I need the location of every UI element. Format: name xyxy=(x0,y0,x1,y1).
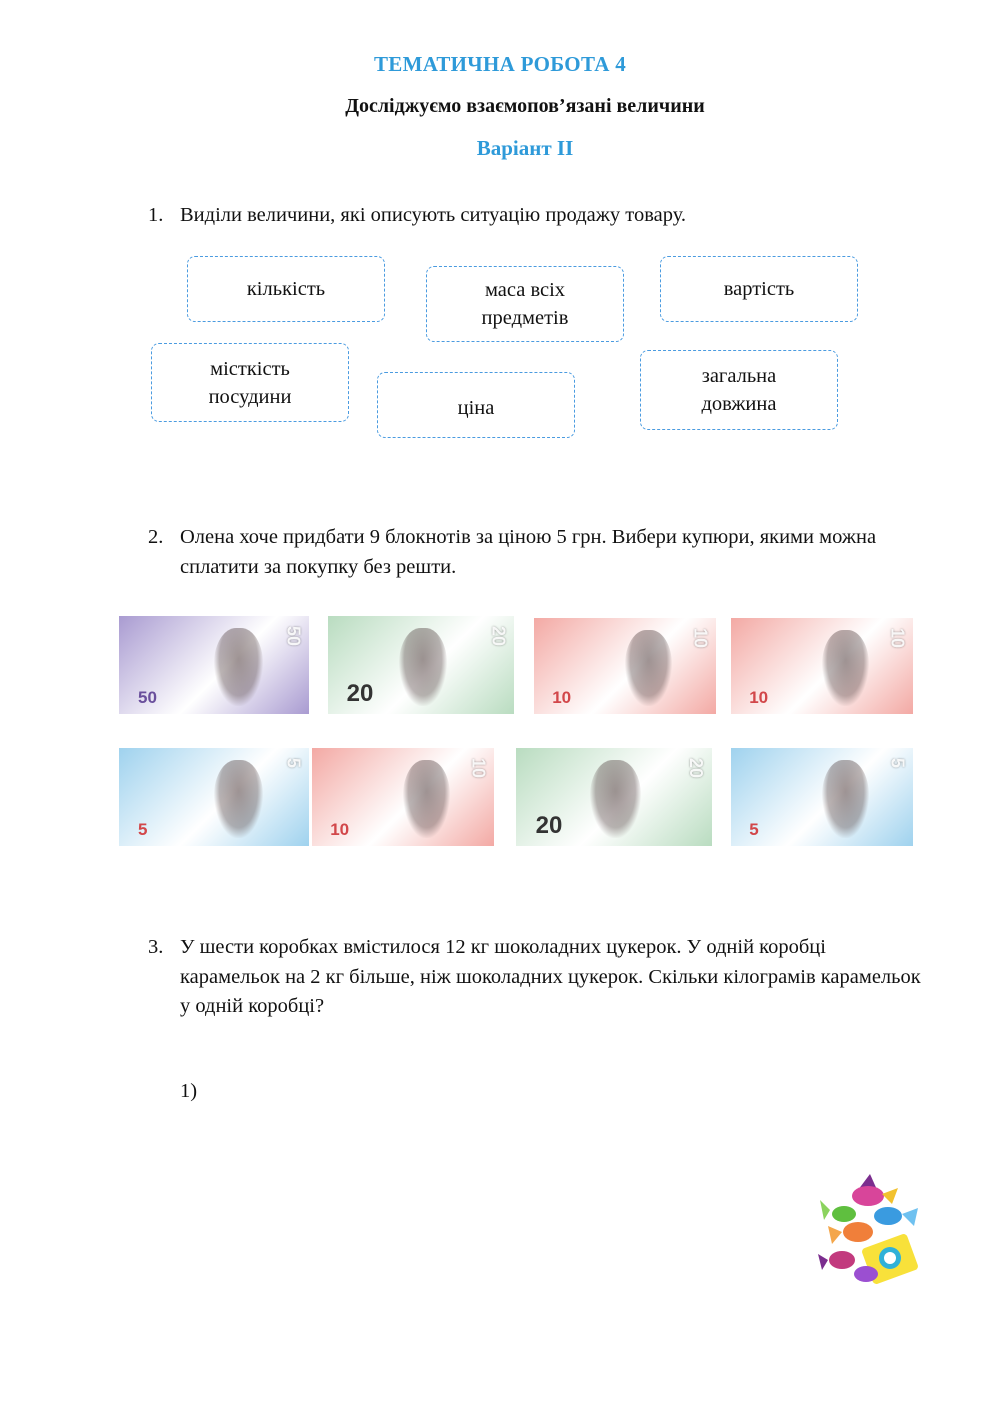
banknote-portrait xyxy=(625,630,672,707)
task-3-number: 3. xyxy=(148,936,164,958)
option-vessel-capacity[interactable] xyxy=(151,343,349,422)
banknote-10-uah[interactable] xyxy=(534,618,716,714)
banknote-20-uah[interactable] xyxy=(516,748,712,846)
option-label: ціна xyxy=(457,397,495,419)
worksheet-subtitle: Досліджуємо взаємопов’язані величини xyxy=(345,95,705,117)
task-3 xyxy=(148,933,928,1022)
task-2-number: 2. xyxy=(148,526,164,548)
banknote-side-denomination: 10 xyxy=(887,627,908,648)
banknote-5-uah[interactable] xyxy=(119,748,309,846)
option-label: маса всіх предметів xyxy=(481,279,569,329)
banknote-portrait xyxy=(822,630,869,707)
banknote-side-denomination: 50 xyxy=(283,625,304,646)
banknote-side-denomination: 10 xyxy=(468,757,489,778)
banknote-side-denomination: 5 xyxy=(283,757,304,768)
candy-pile-illustration xyxy=(818,1170,924,1292)
task-1-text: Виділи величини, які описують ситуацію продажу товару. xyxy=(180,204,687,226)
option-label: місткість посудини xyxy=(208,357,292,408)
banknote-side-denomination: 10 xyxy=(690,627,711,648)
banknote-portrait xyxy=(214,628,263,706)
task-3-text: У шести коробках вмістилося 12 кг шоколадних цукерок. У одній коробці карамельок на 2 кг більше, ніж шоколадних цукерок. Скільки кілограмів карамельок у одній коробці? xyxy=(180,936,921,1017)
banknote-portrait xyxy=(214,760,263,838)
banknote-denomination-label: 50 xyxy=(138,688,157,708)
task-2-text: Олена хоче придбати 9 блокнотів за ціною 5 грн. Вибери купюри, якими можна сплатити за покупку без решти. xyxy=(180,526,877,578)
option-mass-all-items[interactable] xyxy=(426,266,624,342)
banknote-50-uah[interactable] xyxy=(119,616,309,714)
banknote-portrait xyxy=(399,628,447,706)
option-cost[interactable] xyxy=(660,256,858,322)
banknote-denomination-label: 5 xyxy=(749,820,759,840)
banknote-denomination-label: 10 xyxy=(330,820,350,840)
banknote-20-uah[interactable] xyxy=(328,616,514,714)
banknote-denomination-label: 20 xyxy=(346,680,374,708)
task-1-number: 1. xyxy=(148,204,164,226)
task-1 xyxy=(148,201,928,231)
worksheet-variant: Варіант ІІ xyxy=(476,136,574,160)
banknote-denomination-label: 10 xyxy=(552,688,572,708)
banknote-portrait xyxy=(590,760,641,838)
banknote-10-uah[interactable] xyxy=(731,618,913,714)
banknote-denomination-label: 10 xyxy=(749,688,769,708)
candy-icon xyxy=(818,1174,919,1285)
banknote-10-uah[interactable] xyxy=(312,748,494,846)
banknote-side-denomination: 20 xyxy=(686,757,707,778)
option-label: вартість xyxy=(723,278,795,300)
option-quantity[interactable] xyxy=(187,256,385,322)
worksheet-title: ТЕМАТИЧНА РОБОТА 4 xyxy=(373,52,627,76)
option-label: кількість xyxy=(246,278,326,300)
banknote-5-uah[interactable] xyxy=(731,748,913,846)
option-label: загальна довжина xyxy=(701,365,777,415)
option-price[interactable] xyxy=(377,372,575,438)
banknote-side-denomination: 5 xyxy=(887,757,908,768)
banknote-side-denomination: 20 xyxy=(488,625,509,646)
task-2 xyxy=(148,523,928,582)
banknote-denomination-label: 5 xyxy=(138,820,148,840)
solution-step-1-label: 1) xyxy=(180,1080,198,1102)
banknote-denomination-label: 20 xyxy=(535,812,563,840)
banknote-portrait xyxy=(403,760,450,838)
option-total-length[interactable] xyxy=(640,350,838,430)
banknote-portrait xyxy=(822,760,869,838)
